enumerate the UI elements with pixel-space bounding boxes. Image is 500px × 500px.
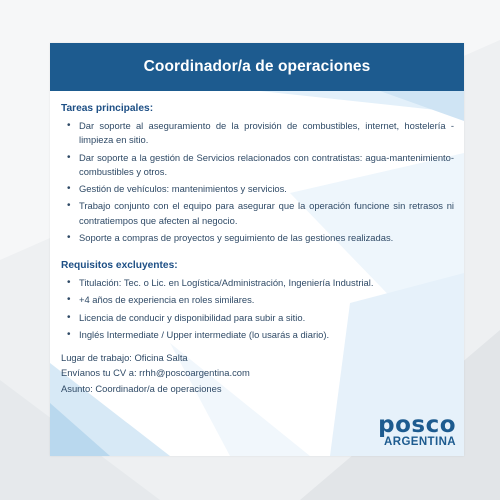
- bullet-icon: •: [67, 311, 71, 323]
- list-item: • +4 años de experiencia en roles similares.: [66, 293, 454, 307]
- work-location: Lugar de trabajo: Oficina Salta: [61, 352, 188, 364]
- list-item: • Trabajo conjunto con el equipo para asegurar que la operación funcione sin retrasos ni contratiempos que afecten al negocio.: [67, 200, 454, 226]
- list-item: • Inglés Intermediate / Upper intermediate (lo usarás a diario).: [66, 328, 454, 342]
- list-item: • Gestión de vehículos: mantenimientos y servicios.: [66, 182, 454, 196]
- tasks-title: Tareas principales:: [61, 103, 154, 114]
- bullet-icon: •: [67, 120, 71, 131]
- bullet-icon: •: [67, 277, 71, 289]
- list-item: • Licencia de conducir y disponibilidad para subir a sitio.: [66, 311, 454, 325]
- bullet-icon: •: [67, 151, 71, 163]
- list-item: • Soporte a compras de proyectos y seguimiento de las gestiones realizadas.: [66, 231, 454, 245]
- bullet-icon: •: [67, 183, 71, 195]
- bullet-icon: •: [67, 200, 71, 212]
- posco-logo: [378, 414, 456, 448]
- header-bar: [50, 43, 464, 91]
- email-subject: Asunto: Coordinador/a de operaciones: [61, 382, 222, 394]
- bullet-icon: •: [67, 294, 71, 306]
- requirements-title: Requisitos excluyentes:: [61, 260, 178, 272]
- bullet-icon: •: [67, 328, 71, 340]
- requirements-list: [61, 276, 454, 342]
- logo-subtitle: ARGENTINA: [384, 436, 456, 448]
- page-title: Coordinador/a de operaciones: [143, 58, 371, 75]
- tasks-list: [61, 119, 454, 245]
- job-card: [50, 43, 464, 456]
- list-item: • Dar soporte a la gestión de Servicios relacionados con contratistas: agua-mantenimiento-combustibles y otros.: [67, 151, 454, 178]
- content: [50, 91, 464, 396]
- list-item: • Dar soporte al aseguramiento de la provisión de combustibles, internet, hostelería - limpieza en sitio.: [67, 120, 454, 146]
- cv-email[interactable]: Envíanos tu CV a: rrhh@poscoargentina.com: [61, 367, 250, 379]
- logo-mark: posco: [378, 412, 456, 438]
- contact-info: [61, 350, 454, 396]
- bullet-icon: •: [67, 232, 71, 244]
- list-item: • Titulación: Tec. o Lic. en Logística/Administración, Ingeniería Industrial.: [66, 276, 454, 290]
